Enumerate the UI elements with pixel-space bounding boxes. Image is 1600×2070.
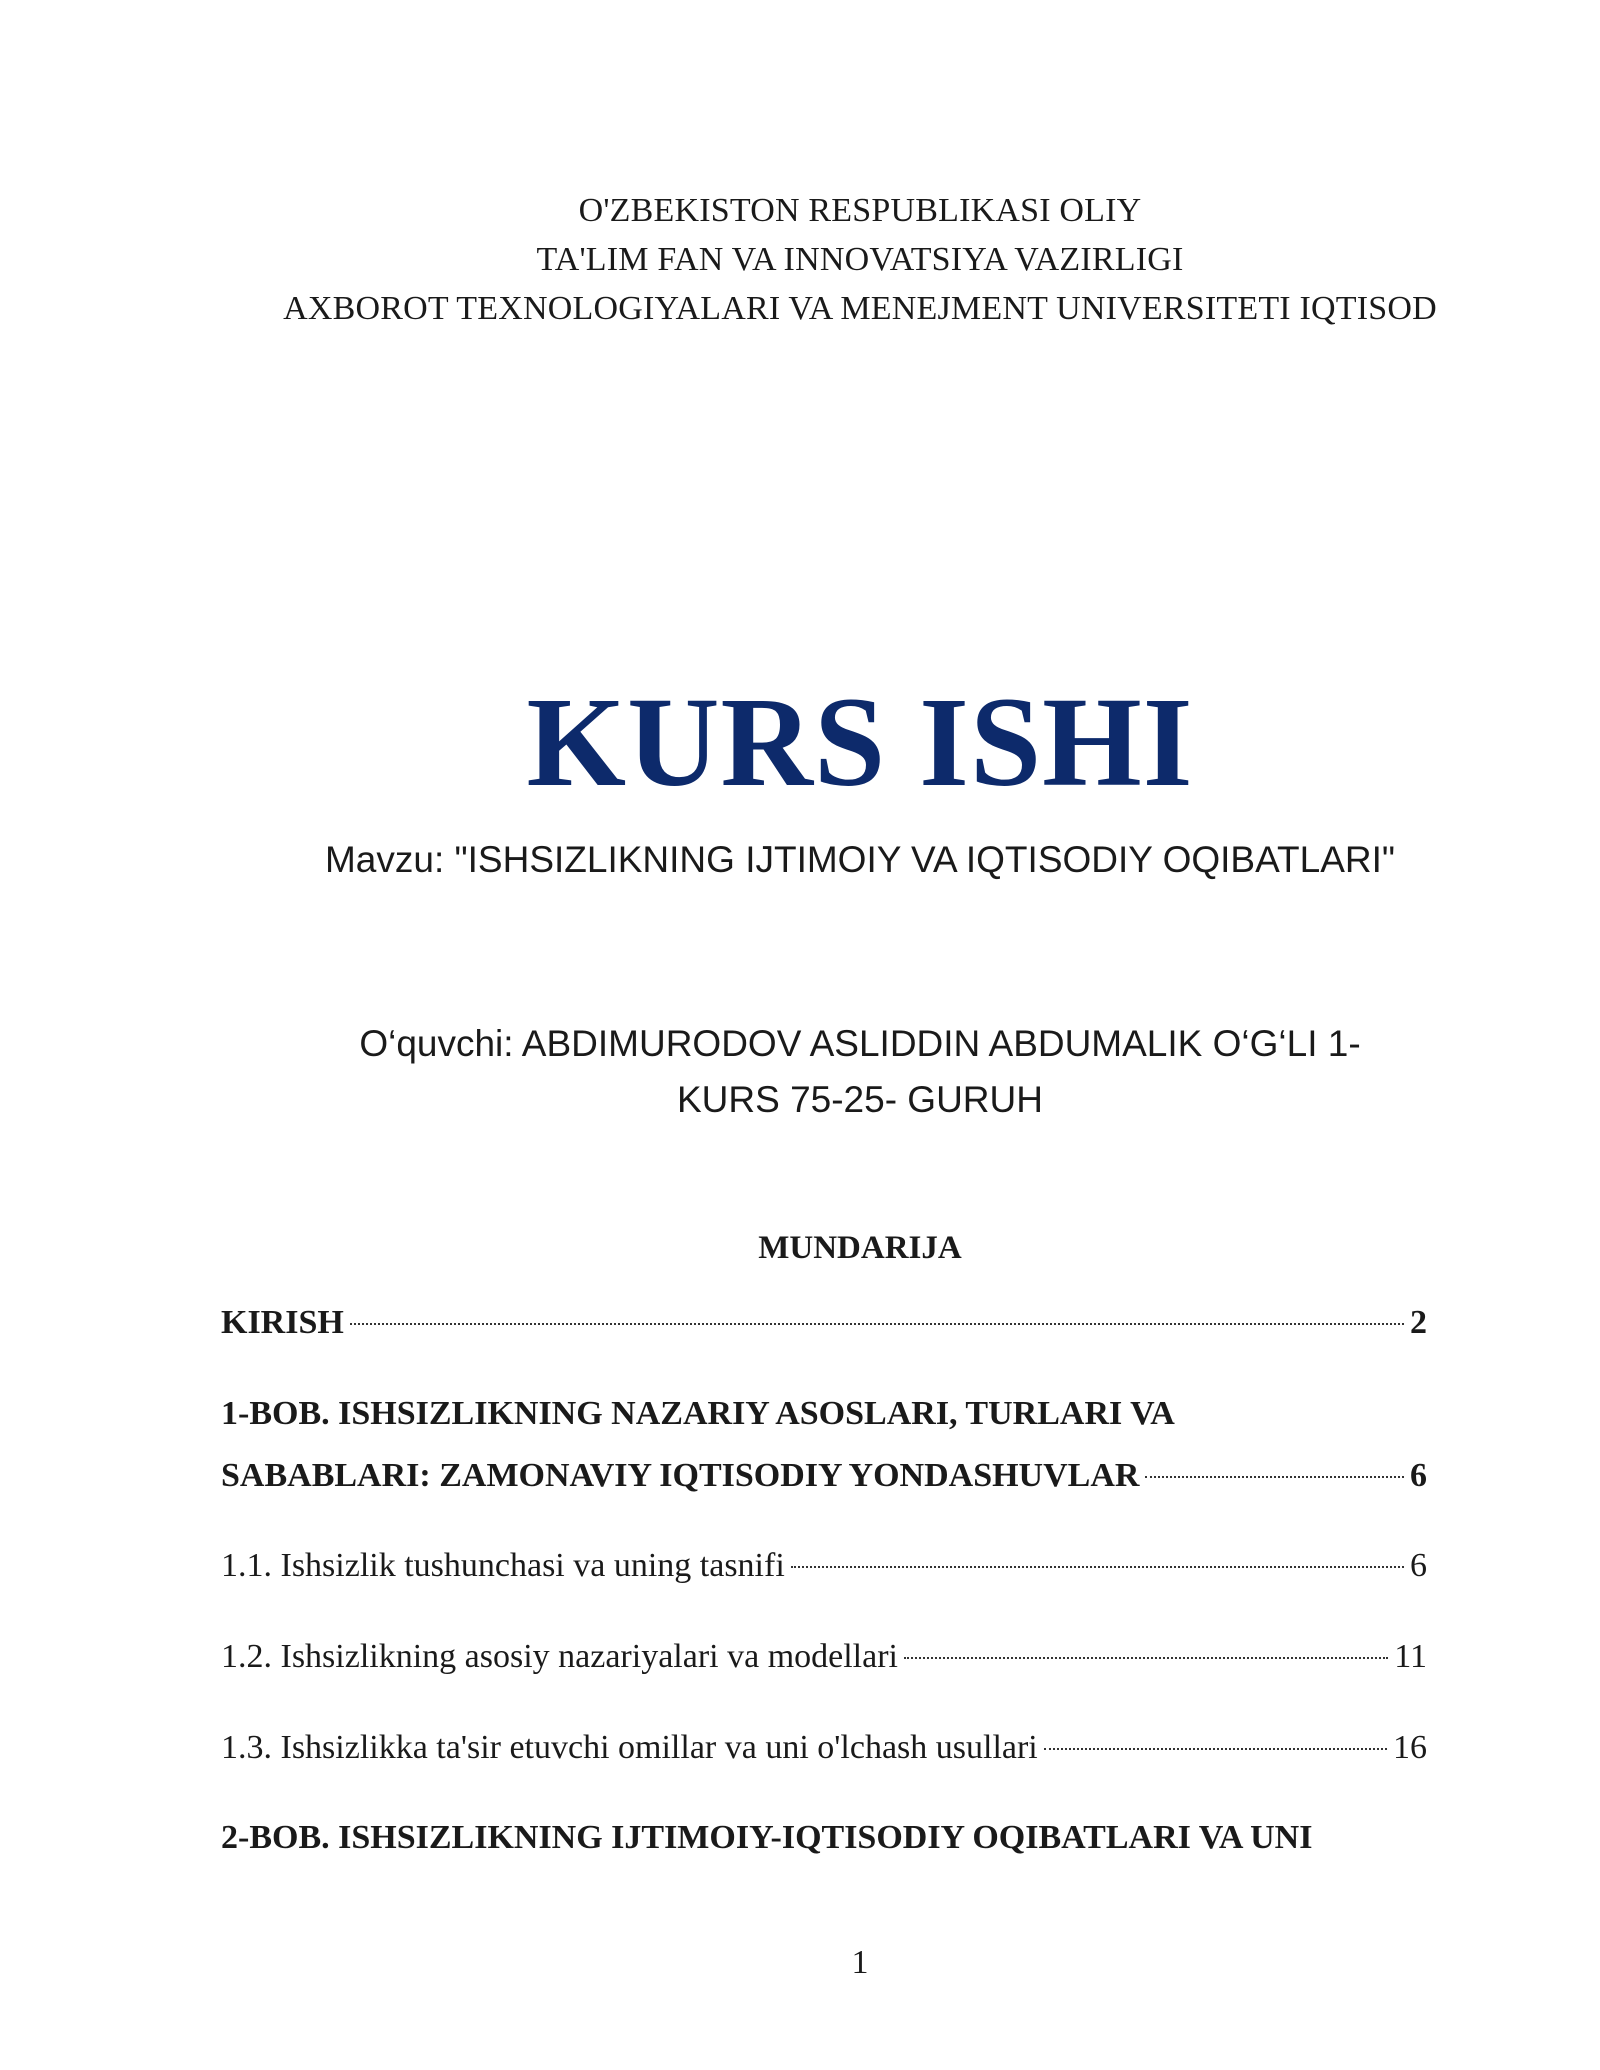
student-line-1: O‘quvchi: ABDIMURODOV ASLIDDIN ABDUMALIK O‘G‘LI 1- [359,1023,1361,1064]
toc-entry-text: 1.3. Ishsizlikka ta'sir etuvchi omillar va uni o'lchash usullari [221,1729,1038,1766]
student-line-2: KURS 75-25- GURUH [677,1079,1043,1120]
toc-entry-1-3 [221,1725,1427,1771]
toc-entry-page: 2 [1410,1304,1427,1341]
toc-entry-chapter-1 [221,1391,1427,1437]
toc-entry-page: 16 [1393,1729,1427,1766]
page-number: 1 [851,1944,869,1981]
toc-leader-dots [791,1566,1404,1568]
ministry-header [0,186,1600,333]
toc-entry-text: 2-BOB. ISHSIZLIKNING IJTIMOIY-IQTISODIY OQIBATLARI VA UNI [221,1819,1313,1856]
toc-entry-text: 1.1. Ishsizlik tushunchasi va uning tasnifi [221,1547,785,1584]
toc-entry-text: 1-BOB. ISHSIZLIKNING NAZARIY ASOSLARI, TURLARI VA [221,1395,1175,1432]
toc-heading: MUNDARIJA [758,1230,962,1266]
toc-entry-text: SABABLARI: ZAMONAVIY IQTISODIY YONDASHUVLAR [221,1457,1140,1494]
subject-line: Mavzu: "ISHSIZLIKNING IJTIMOIY VA IQTISODIY OQIBATLARI" [324,839,1396,880]
document-title: KURS ISHI [526,671,1194,813]
toc-entry-chapter-2 [221,1815,1427,1861]
header-line-2: TA'LIM FAN VA INNOVATSIYA VAZIRLIGI [536,241,1184,278]
toc-entry-1-1 [221,1543,1427,1589]
toc-leader-dots [1145,1476,1404,1478]
toc-entry-page: 11 [1394,1638,1427,1675]
toc-entry-page: 6 [1410,1457,1427,1494]
toc-entry-text: 1.2. Ishsizlikning asosiy nazariyalari va modellari [221,1638,898,1675]
header-line-3: AXBOROT TEXNOLOGIYALARI VA MENEJMENT UNIVERSITETI IQTISOD [283,290,1437,327]
header-line-1: O'ZBEKISTON RESPUBLIKASI OLIY [578,192,1142,229]
toc-entry-1-2 [221,1634,1427,1680]
toc-leader-dots [904,1657,1388,1659]
toc-entry-kirish [221,1300,1427,1346]
toc-leader-dots [350,1323,1404,1325]
student-info [0,1016,1600,1128]
toc-entry-chapter-1-cont [221,1453,1427,1499]
toc-leader-dots [1044,1748,1387,1750]
toc-entry-text: KIRISH [221,1304,344,1341]
toc-entry-page: 6 [1410,1547,1427,1584]
